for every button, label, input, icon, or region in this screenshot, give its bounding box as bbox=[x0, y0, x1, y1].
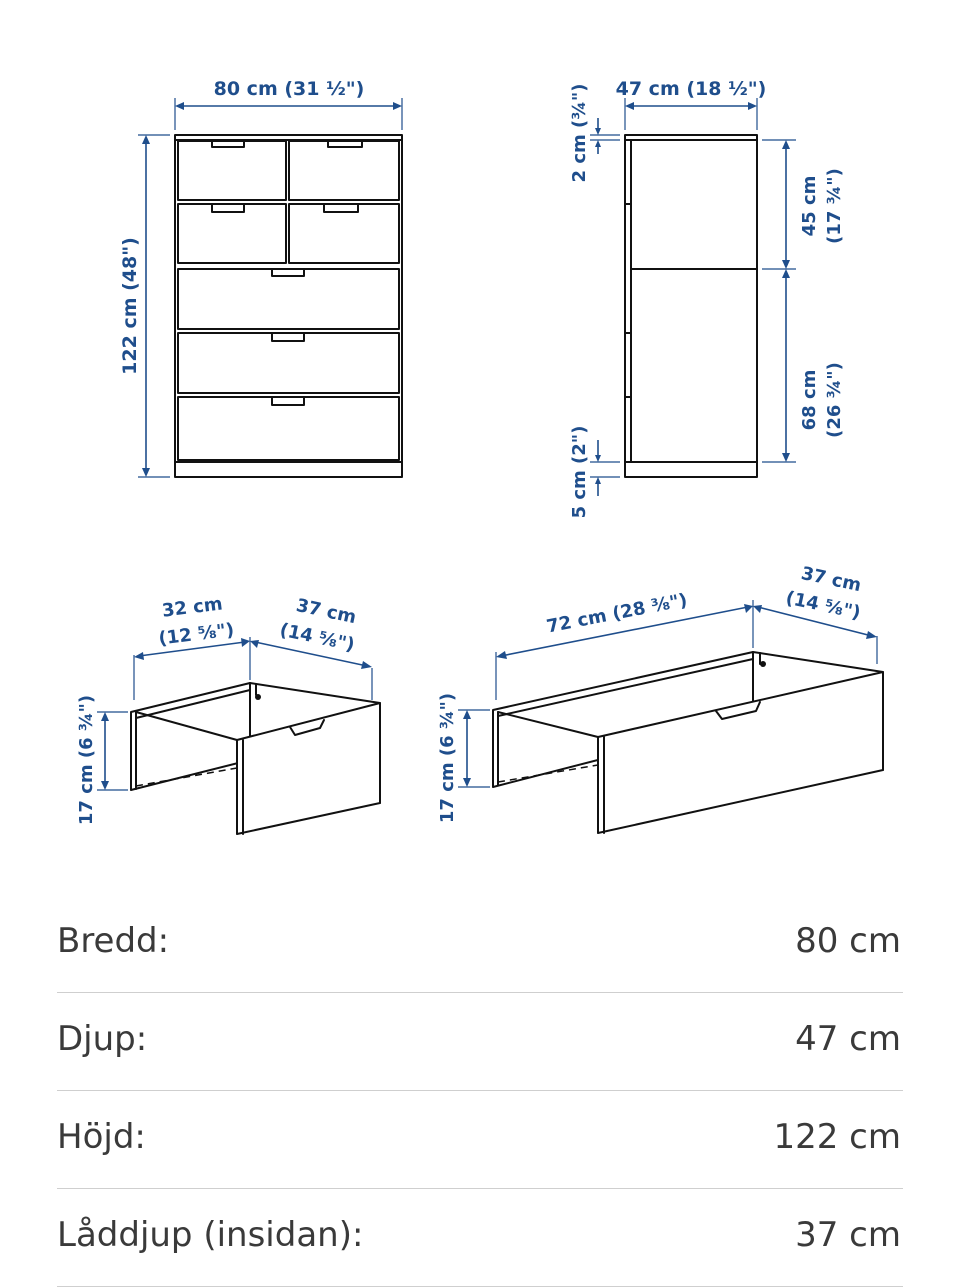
small-depth-label-1: 37 cm bbox=[294, 595, 359, 629]
large-width-label: 72 cm (28 ⅜") bbox=[544, 589, 690, 638]
side-plinth-label: 5 cm (2") bbox=[569, 425, 590, 519]
spec-label: Djup: bbox=[57, 1019, 148, 1059]
spec-label: Bredd: bbox=[57, 921, 170, 961]
specs-list bbox=[57, 895, 903, 1287]
side-view bbox=[569, 78, 845, 518]
spec-value: 47 cm bbox=[795, 1019, 901, 1059]
spec-value: 80 cm bbox=[795, 921, 901, 961]
spec-row-drawer-depth bbox=[57, 1189, 903, 1287]
small-height-label: 17 cm (6 ¾") bbox=[76, 694, 97, 826]
spec-row-depth bbox=[57, 993, 903, 1091]
front-height-label: 122 cm (48") bbox=[119, 237, 141, 375]
side-lower-label-1: 68 cm bbox=[799, 369, 820, 431]
spec-value: 122 cm bbox=[773, 1117, 901, 1157]
side-depth-label: 47 cm (18 ½") bbox=[615, 78, 767, 100]
side-upper-label-2: (17 ¾") bbox=[824, 168, 845, 244]
spec-row-height bbox=[57, 1091, 903, 1189]
small-depth-label-2: (14 ⅝") bbox=[277, 619, 357, 656]
front-large-drawers bbox=[178, 269, 399, 460]
front-view bbox=[119, 78, 402, 477]
spec-label: Låddjup (insidan): bbox=[57, 1215, 364, 1255]
side-upper-label-1: 45 cm bbox=[799, 175, 820, 237]
small-drawer bbox=[76, 593, 380, 834]
spec-label: Höjd: bbox=[57, 1117, 146, 1157]
large-depth-label-1: 37 cm bbox=[799, 563, 864, 597]
large-drawer bbox=[437, 563, 883, 833]
front-width-label: 80 cm (31 ½") bbox=[213, 78, 365, 100]
spec-value: 37 cm bbox=[795, 1215, 901, 1255]
large-height-label: 17 cm (6 ¾") bbox=[437, 692, 458, 824]
large-depth-label-2: (14 ⅝") bbox=[783, 587, 863, 624]
spec-row-width bbox=[57, 895, 903, 993]
side-top-label: 2 cm (¾") bbox=[569, 83, 590, 183]
small-width-label-2: (12 ⅝") bbox=[157, 619, 236, 650]
side-lower-label-2: (26 ¾") bbox=[824, 362, 845, 438]
small-width-label-1: 32 cm bbox=[160, 593, 224, 622]
